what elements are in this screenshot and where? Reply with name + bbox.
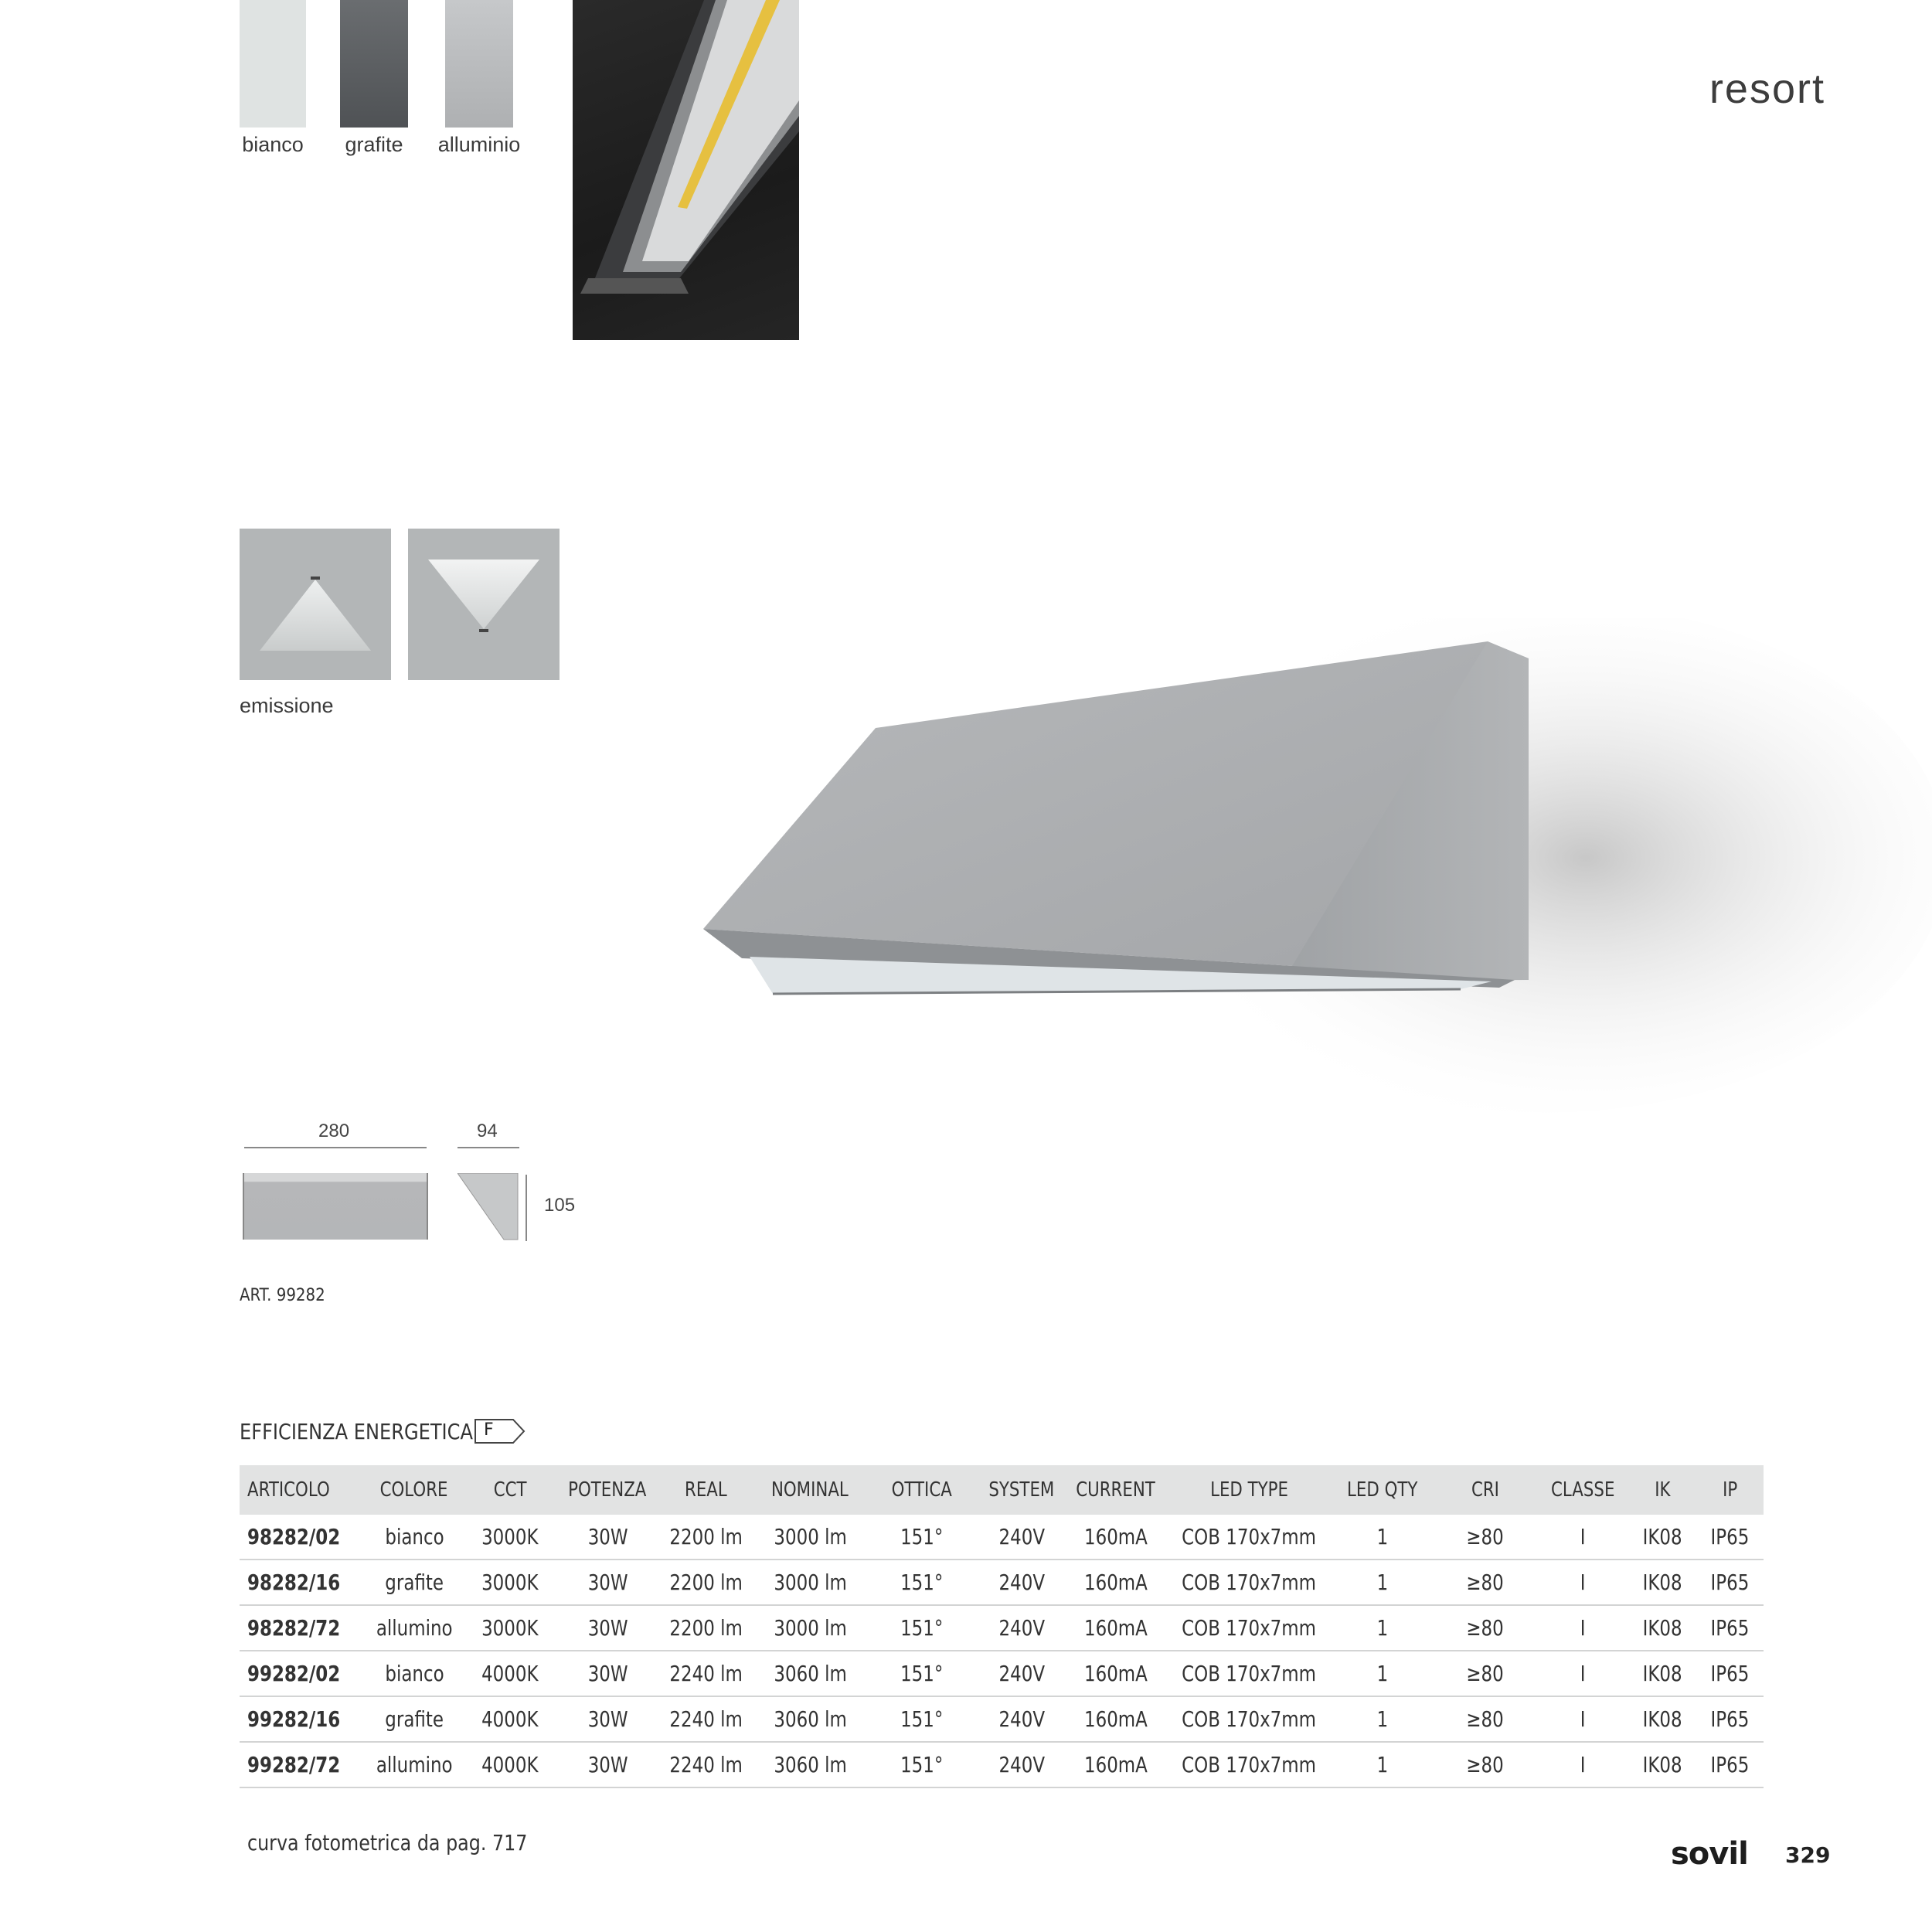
table-cell: 3060 lm [756,1651,865,1696]
swatch-grafite [340,0,408,128]
table-cell: I [1536,1605,1629,1651]
table-cell: IP65 [1696,1651,1764,1696]
table-cell: 30W [559,1560,656,1605]
table-cell: 30W [559,1515,656,1560]
energy-class-arrow-icon [474,1419,526,1444]
dimension-height: 105 [544,1195,576,1216]
table-cell: 2240 lm [656,1696,755,1742]
table-row [240,1560,1764,1605]
table-cell: 1 [1332,1515,1434,1560]
table-cell: 30W [559,1605,656,1651]
table-cell: 99282/72 [240,1742,368,1787]
table-cell: COB 170x7mm [1167,1651,1332,1696]
table-cell: COB 170x7mm [1167,1560,1332,1605]
page-number: 329 [1785,1842,1831,1868]
table-cell: 2200 lm [656,1560,755,1605]
col-current: CURRENT [1076,1478,1155,1502]
col-ik: IK [1655,1478,1671,1502]
dimension-depth: 94 [477,1121,498,1141]
table-cell: 151° [864,1605,979,1651]
col-real: REAL [685,1478,728,1502]
table-cell: bianco [368,1651,461,1696]
table-cell: 3000K [461,1560,558,1605]
table-cell: 160mA [1064,1605,1167,1651]
table-cell: COB 170x7mm [1167,1742,1332,1787]
dimension-height-line [526,1175,527,1241]
table-row [240,1696,1764,1742]
table-cell: COB 170x7mm [1167,1515,1332,1560]
detail-lamp-illustration [573,0,799,340]
table-cell: allumino [368,1742,461,1787]
table-cell: 151° [864,1696,979,1742]
col-led-qty: LED QTY [1347,1478,1418,1502]
energy-class-letter: F [484,1420,494,1440]
table-cell: 1 [1332,1605,1434,1651]
table-cell: 2200 lm [656,1515,755,1560]
emission-down-box [408,529,560,680]
table-cell: 3000K [461,1515,558,1560]
table-cell: IP65 [1696,1515,1764,1560]
energy-efficiency-label: EFFICIENZA ENERGETICA [240,1419,473,1444]
product-image [696,618,1932,1128]
table-cell: 160mA [1064,1560,1167,1605]
detail-photo [573,0,799,340]
col-cct: CCT [493,1478,527,1502]
col-articolo: ARTICOLO [247,1478,330,1502]
col-led-type: LED TYPE [1209,1478,1288,1502]
table-cell: COB 170x7mm [1167,1696,1332,1742]
table-cell: I [1536,1742,1629,1787]
table-cell: IP65 [1696,1696,1764,1742]
swatch-label-grafite: grafite [345,133,403,156]
col-ip: IP [1722,1478,1737,1502]
table-cell: 3000 lm [756,1515,865,1560]
table-cell: ≥80 [1434,1742,1536,1787]
table-cell: 2240 lm [656,1742,755,1787]
table-cell: IK08 [1629,1651,1696,1696]
emission-down-icon [408,529,560,680]
emission-label: emissione [240,694,334,717]
table-cell: 3000 lm [756,1605,865,1651]
photometric-note: curva fotometrica da pag. 717 [247,1830,528,1855]
table-cell: ≥80 [1434,1515,1536,1560]
table-cell: 240V [979,1651,1064,1696]
table-cell: 2200 lm [656,1605,755,1651]
table-cell: 4000K [461,1651,558,1696]
table-cell: I [1536,1696,1629,1742]
table-cell: 240V [979,1742,1064,1787]
table-cell: 98282/72 [240,1605,368,1651]
table-cell: 240V [979,1696,1064,1742]
page-title: resort [1709,66,1825,112]
table-cell: IK08 [1629,1515,1696,1560]
table-cell: 160mA [1064,1651,1167,1696]
table-cell: 1 [1332,1696,1434,1742]
table-cell: 4000K [461,1742,558,1787]
table-cell: 98282/16 [240,1560,368,1605]
table-cell: 240V [979,1560,1064,1605]
spec-table-header [240,1465,1764,1515]
table-cell: 3060 lm [756,1742,865,1787]
table-cell: 151° [864,1560,979,1605]
table-cell: 160mA [1064,1696,1167,1742]
table-cell: grafite [368,1560,461,1605]
swatch-bianco [240,0,306,128]
swatch-label-alluminio: alluminio [437,133,521,156]
table-cell: 240V [979,1515,1064,1560]
table-cell: 3000K [461,1605,558,1651]
table-cell: 99282/16 [240,1696,368,1742]
table-cell: 30W [559,1696,656,1742]
table-cell: IK08 [1629,1696,1696,1742]
table-row [240,1651,1764,1696]
table-cell: I [1536,1515,1629,1560]
table-cell: 151° [864,1651,979,1696]
table-cell: ≥80 [1434,1560,1536,1605]
table-cell: IK08 [1629,1605,1696,1651]
table-cell: 160mA [1064,1515,1167,1560]
spec-table [240,1465,1764,1788]
table-row [240,1742,1764,1787]
emission-up-icon [240,529,391,680]
swatch-alluminio [445,0,513,128]
col-ottica: OTTICA [891,1478,952,1502]
table-cell: 1 [1332,1742,1434,1787]
col-system: SYSTEM [988,1478,1055,1502]
table-cell: I [1536,1560,1629,1605]
table-cell: 240V [979,1605,1064,1651]
table-cell: 1 [1332,1651,1434,1696]
col-cri: CRI [1471,1478,1499,1502]
table-cell: 30W [559,1651,656,1696]
dimension-width-line [244,1147,427,1148]
table-cell: ≥80 [1434,1696,1536,1742]
table-cell: bianco [368,1515,461,1560]
table-cell: 3060 lm [756,1696,865,1742]
side-view-shape [457,1173,519,1243]
table-cell: 151° [864,1742,979,1787]
dimension-width: 280 [318,1121,350,1141]
swatch-label-bianco: bianco [242,133,304,156]
dimension-depth-line [457,1147,519,1148]
table-cell: IP65 [1696,1742,1764,1787]
energy-class-badge [474,1419,526,1447]
table-cell: 2240 lm [656,1651,755,1696]
table-cell: IK08 [1629,1742,1696,1787]
brand-logo: sovil [1671,1836,1748,1872]
table-cell: COB 170x7mm [1167,1605,1332,1651]
col-nominal: NOMINAL [771,1478,849,1502]
table-cell: 98282/02 [240,1515,368,1560]
table-cell: 4000K [461,1696,558,1742]
table-cell: 1 [1332,1560,1434,1605]
table-cell: 30W [559,1742,656,1787]
col-classe: CLASSE [1550,1478,1615,1502]
table-cell: 151° [864,1515,979,1560]
table-cell: IP65 [1696,1560,1764,1605]
article-number: ART. 99282 [240,1286,325,1305]
table-cell: 3000 lm [756,1560,865,1605]
front-view-shape [243,1173,428,1240]
col-colore: COLORE [380,1478,448,1502]
emission-up-box [240,529,391,680]
table-cell: allumino [368,1605,461,1651]
table-cell: IP65 [1696,1605,1764,1651]
table-cell: ≥80 [1434,1605,1536,1651]
table-row [240,1605,1764,1651]
table-cell: 160mA [1064,1742,1167,1787]
col-potenza: POTENZA [568,1478,647,1502]
table-cell: ≥80 [1434,1651,1536,1696]
wall-lamp-illustration [696,618,1932,1128]
table-cell: grafite [368,1696,461,1742]
table-row [240,1515,1764,1560]
table-cell: 99282/02 [240,1651,368,1696]
table-cell: I [1536,1651,1629,1696]
table-cell: IK08 [1629,1560,1696,1605]
